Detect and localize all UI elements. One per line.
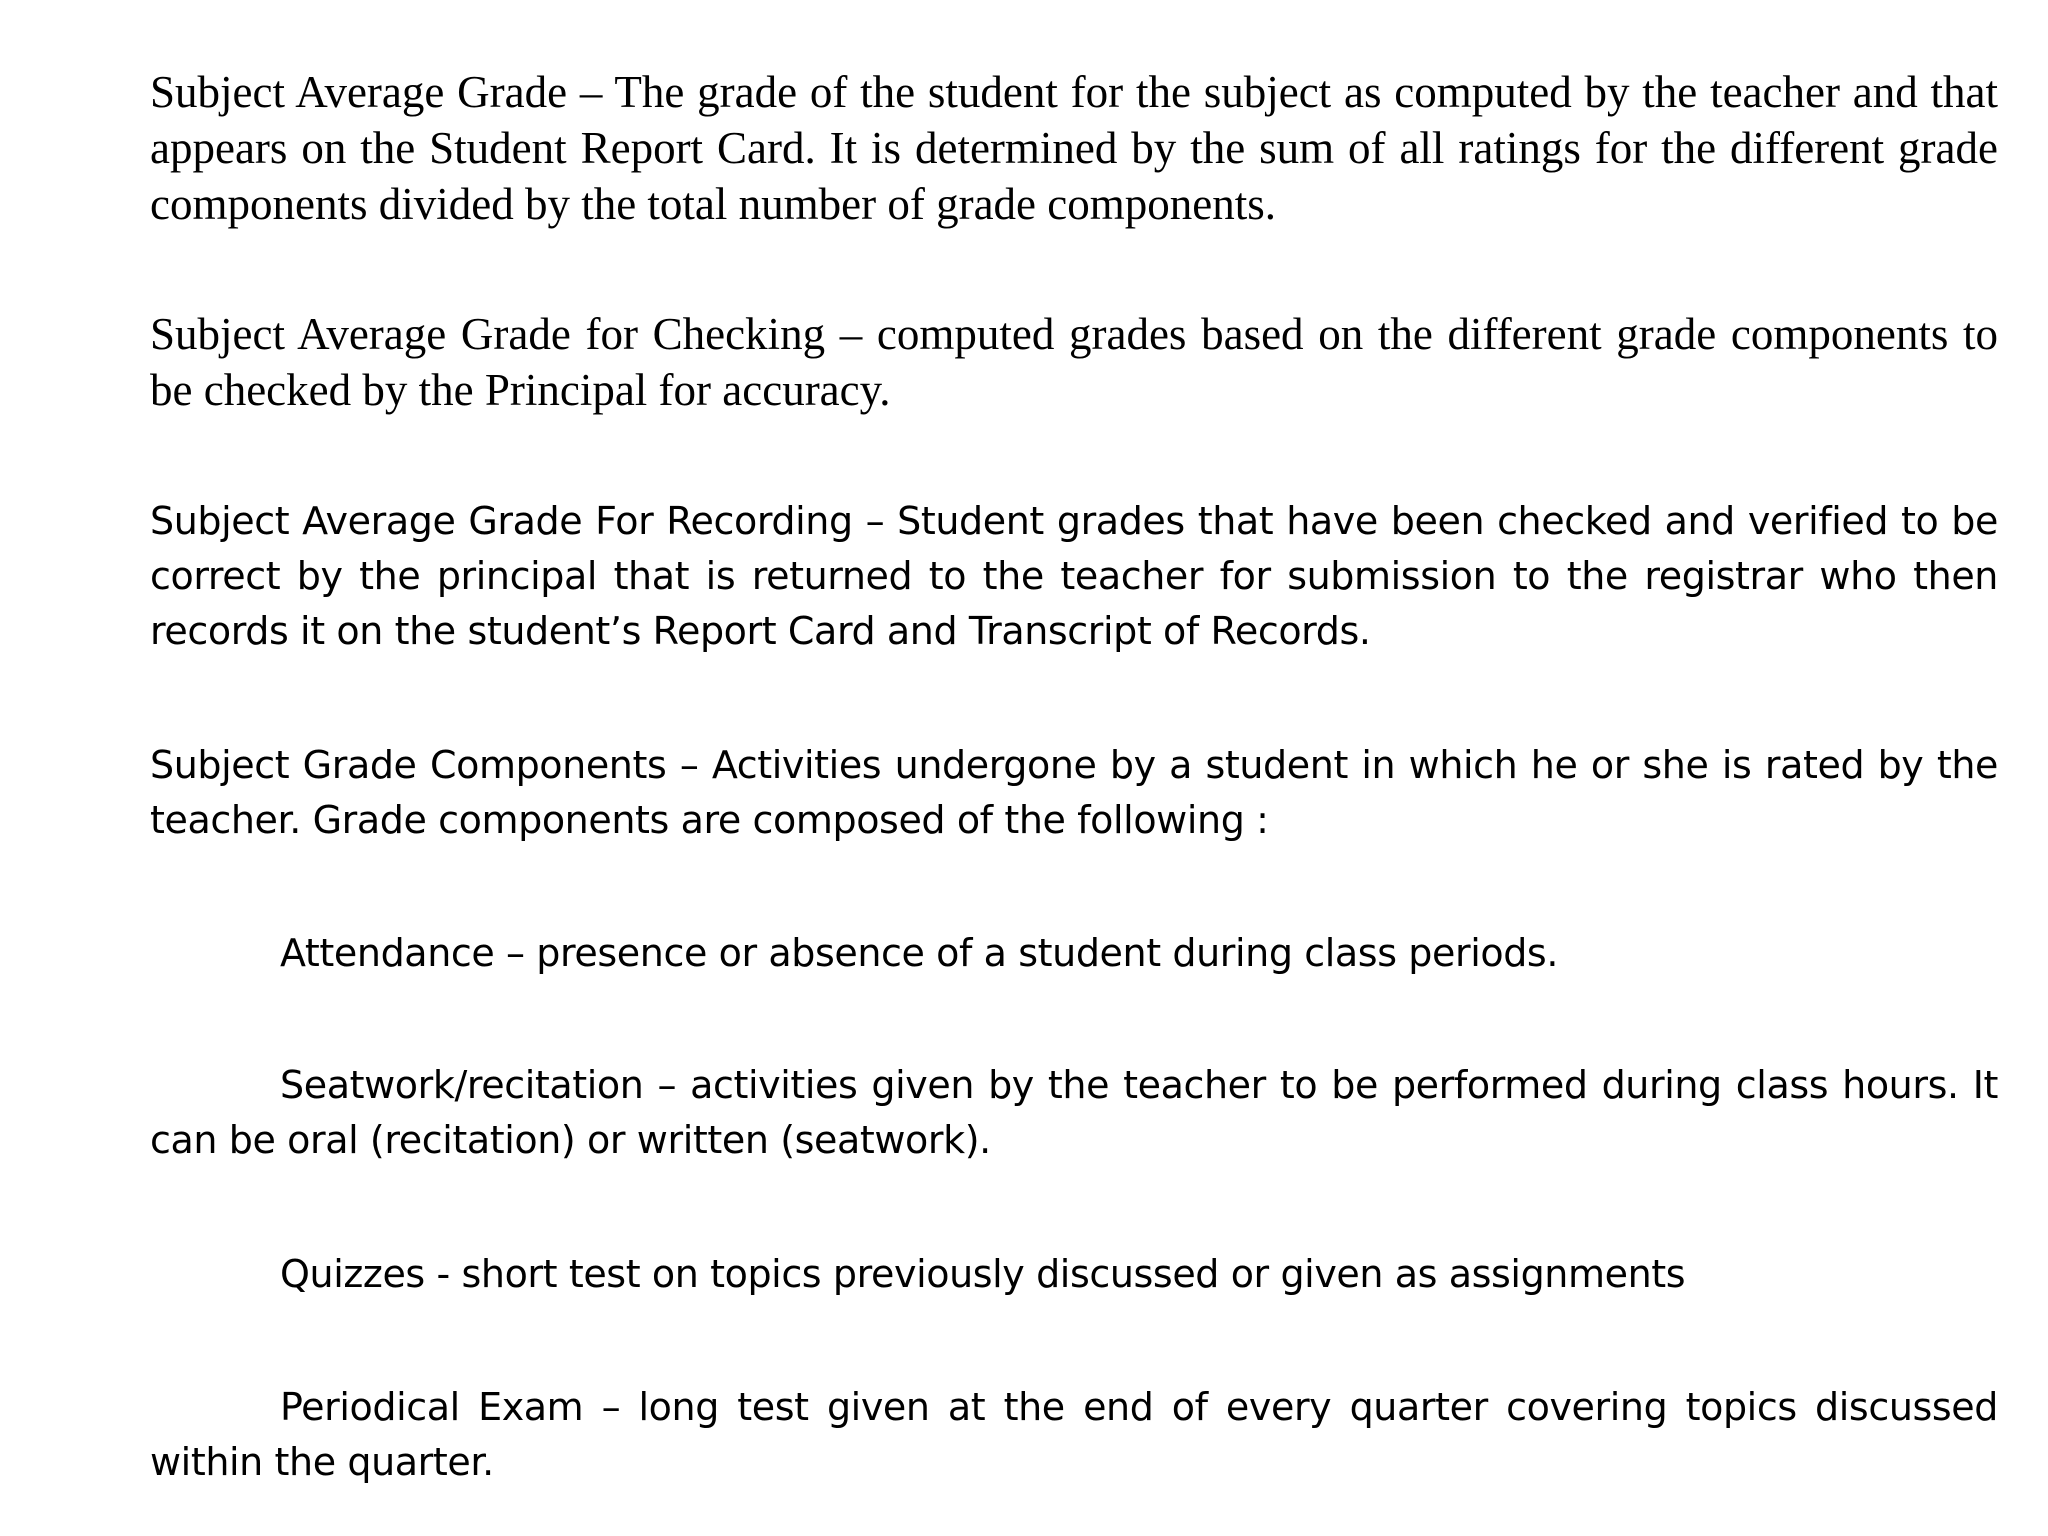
definition-subject-average-grade-for-recording: Subject Average Grade For Recording – Student grades that have been checked and verified to be correct by the principal that is returned to the teacher for submission to the registrar who then records it on the student’s Report Card and Transcript of Records. [150,499,1998,653]
component-quizzes: Quizzes - short test on topics previously discussed or given as assignments [280,1252,1686,1296]
component-attendance: Attendance – presence or absence of a student during class periods. [280,931,1559,975]
definition-subject-grade-components: Subject Grade Components – Activities undergone by a student in which he or she is rated by the teacher. Grade components are composed of the following : [150,743,1998,842]
component-seatwork-recitation: Seatwork/recitation – activities given by the teacher to be performed during class hours. It can be oral (recitation) or written (seatwork). [150,1063,1998,1162]
definition-subject-average-grade: Subject Average Grade – The grade of the student for the subject as computed by the teacher and that appears on the Student Report Card. It is determined by the sum of all ratings for the different grade components divided by the total number of grade components. [150,67,1998,229]
definition-subject-average-grade-for-checking: Subject Average Grade for Checking – computed grades based on the different grade components to be checked by the Principal for accuracy. [150,309,1998,415]
component-periodical-exam: Periodical Exam – long test given at the end of every quarter covering topics discussed within the quarter. [150,1385,1998,1484]
